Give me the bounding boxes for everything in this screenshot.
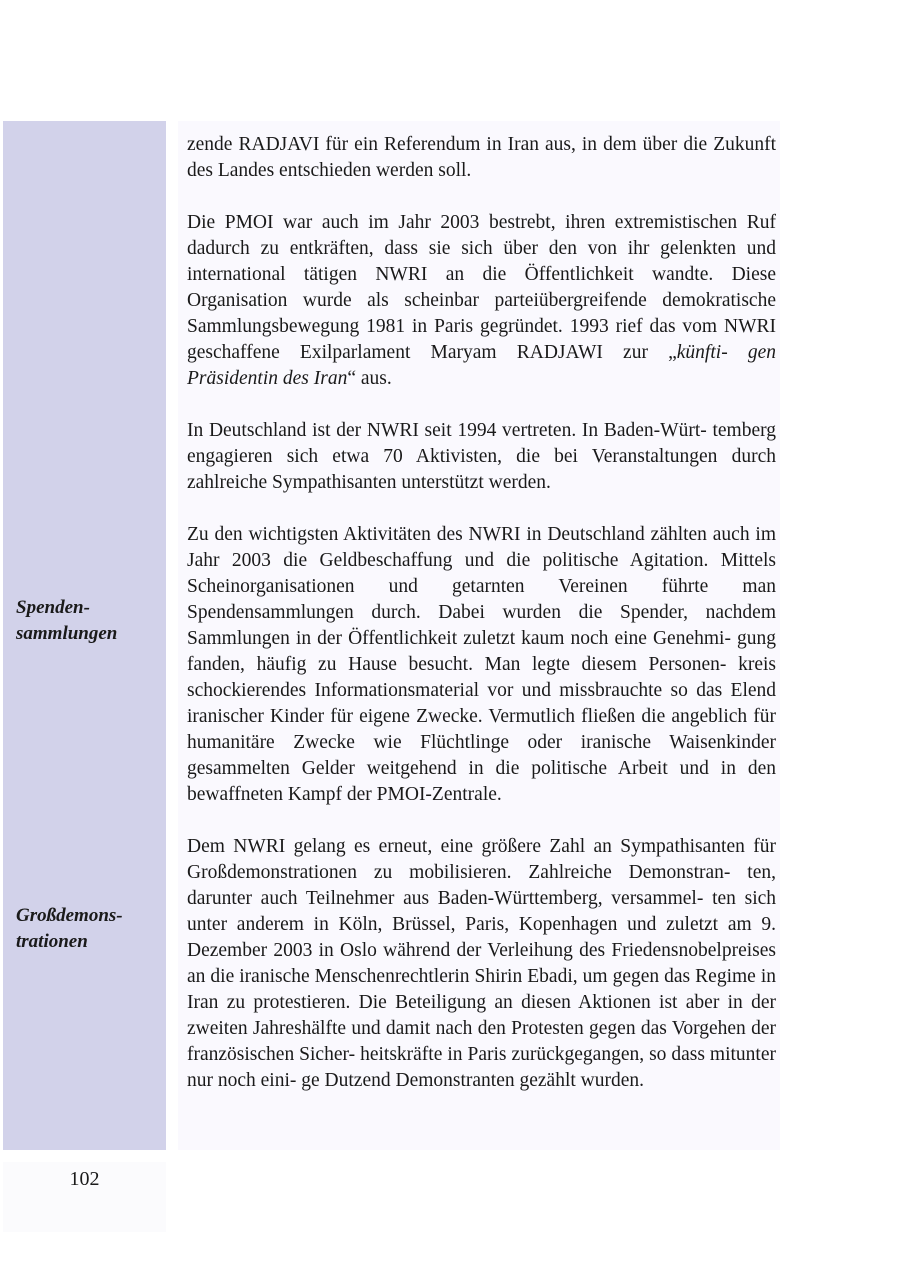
margin-note-line: Großdemons- — [16, 905, 123, 926]
margin-note-grossdemonstrationen — [16, 903, 166, 955]
text-line: Sammlungsbewegung 1981 in Paris gegründet. 1993 rief das vom — [187, 316, 718, 337]
body-text-column — [187, 132, 776, 1120]
text-line: Zu den wichtigsten Aktivitäten des NWRI in Deutschland zählten — [187, 524, 707, 545]
text-line: auch im Jahr 2003 die Geldbeschaffung und die politische Agitation. — [187, 524, 777, 571]
text-line: dadurch zu entkräften, dass sie sich über den von ihr gelenkten und — [187, 238, 776, 259]
text-line: gung fanden, häufig zu Hause besucht. Man legte diesem Personen- — [187, 628, 776, 675]
paragraph-demonstrationen — [187, 834, 776, 1094]
text-line: Dem NWRI gelang es erneut, eine größere Zahl an Sympathisanten — [187, 836, 745, 857]
text-line: Friedensnobelpreises an die iranische Menschenrechtlerin Shirin — [187, 940, 776, 987]
text-line: kreis schockierendes Informationsmaterial vor und missbrauchte so — [187, 654, 776, 701]
text-line: international tätigen NWRI an die Öffentlichkeit wandte. Diese — [187, 264, 776, 285]
text-line: NWRI geschaffene Exilparlament Maryam RADJAWI zur „ — [187, 316, 776, 363]
margin-note-line: sammlungen — [16, 623, 118, 644]
text-line: Sammlungen in der Öffentlichkeit zuletzt kaum noch eine Genehmi- — [187, 628, 731, 649]
text-line: Mittels Scheinorganisationen und getarnten Vereinen führte man — [187, 550, 776, 597]
text-line: für Großdemonstrationen zu mobilisieren. Zahlreiche Demonstran- — [187, 836, 777, 883]
text-line: an diesen Aktionen ist aber in der zweiten Jahreshälfte und damit — [187, 992, 777, 1039]
text-line: Zukunft des Landes entschieden werden soll. — [187, 134, 777, 181]
paragraph-aktivitaeten — [187, 522, 776, 808]
text-line: ten, darunter auch Teilnehmer aus Baden-Württemberg, versammel- — [187, 862, 776, 909]
paragraph-referendum — [187, 132, 776, 184]
text-line: “ aus. — [347, 368, 392, 389]
text-line: Organisation wurde als scheinbar parteiübergreifende demokratische — [187, 290, 776, 311]
text-line: ten sich unter anderem in Köln, Brüssel, Paris, Kopenhagen und — [187, 888, 777, 935]
text-line: das Elend iranischer Kinder für eigene Zwecke. Vermutlich fließen — [187, 680, 777, 727]
italic-quote: gen Präsidentin des Iran — [187, 342, 776, 389]
text-line: zuletzt am 9. Dezember 2003 in Oslo während der Verleihung des — [187, 914, 776, 961]
text-line: Spendensammlungen durch. Dabei wurden die Spender, nachdem — [187, 602, 776, 623]
text-line: Waisenkinder gesammelten Gelder weitgehend in die politische — [187, 732, 776, 779]
italic-quote: künfti- — [676, 342, 728, 363]
margin-note-spendensammlungen — [16, 595, 166, 647]
text-line: ge Dutzend Demonstranten gezählt wurden. — [301, 1070, 645, 1091]
text-line: zende RADJAVI für ein Referendum in Iran aus, in dem über die — [187, 134, 708, 155]
text-line: Die PMOI war auch im Jahr 2003 bestrebt, ihren extremistischen Ruf — [187, 212, 776, 233]
text-line: Ebadi, um gegen das Regime in Iran zu protestieren. Die Beteiligung — [187, 966, 777, 1013]
text-line: Arbeit und in den bewaffneten Kampf der PMOI-Zentrale. — [187, 758, 776, 805]
paragraph-deutschland — [187, 418, 776, 496]
page-number: 102 — [69, 1168, 100, 1190]
text-line: temberg engagieren sich etwa 70 Aktivisten, die bei Veranstaltungen — [187, 420, 777, 467]
text-line: durch zahlreiche Sympathisanten unterstützt werden. — [187, 446, 776, 493]
margin-note-line: Spenden- — [16, 597, 90, 618]
text-line: In Deutschland ist der NWRI seit 1994 vertreten. In Baden-Würt- — [187, 420, 707, 441]
text-line: nach den Protesten gegen das Vorgehen der französischen Sicher- — [187, 1018, 776, 1065]
paragraph-pmoi-2003 — [187, 210, 776, 392]
margin-note-line: trationen — [16, 931, 88, 952]
text-line: die angeblich für humanitäre Zwecke wie Flüchtlinge oder iranische — [187, 706, 776, 753]
text-line: heitskräfte in Paris zurückgegangen, so dass mitunter nur noch eini- — [187, 1044, 776, 1091]
